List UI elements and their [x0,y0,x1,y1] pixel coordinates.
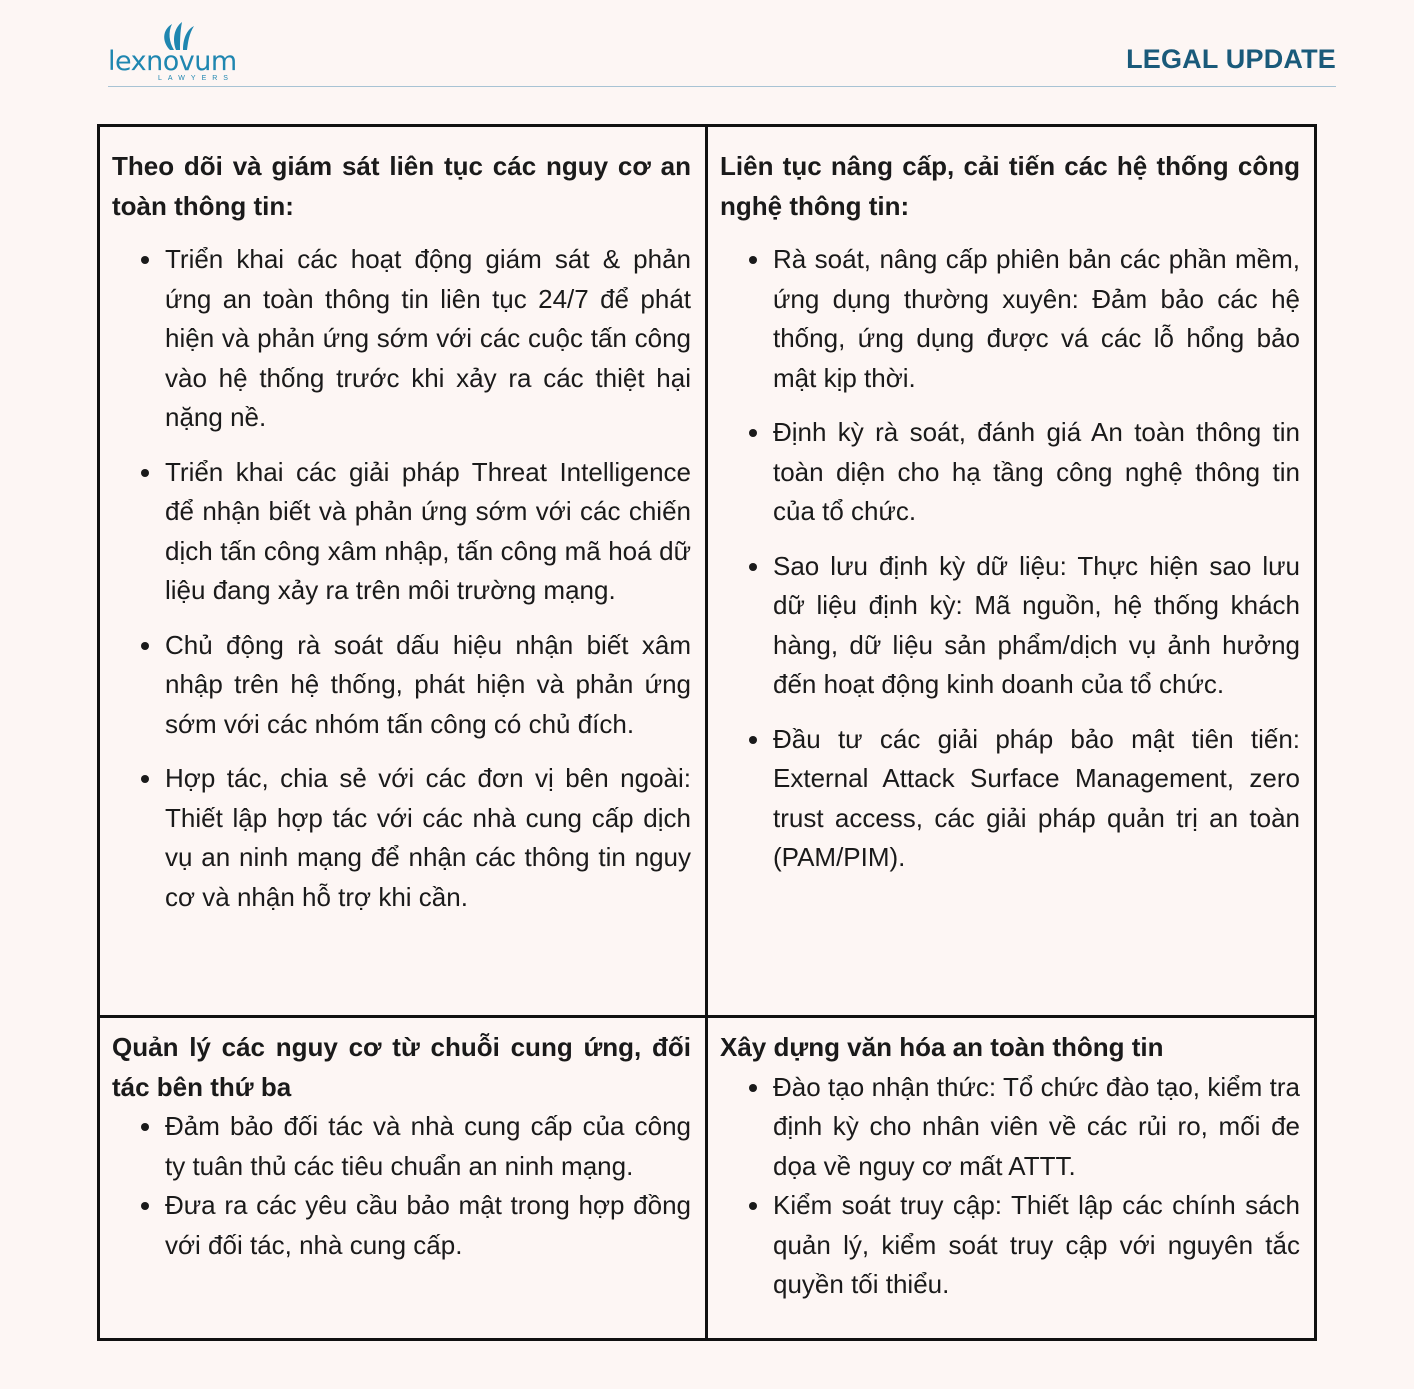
page-title: LEGAL UPDATE [1126,44,1336,74]
section-title: Theo dõi và giám sát liên tục các nguy cơ an toàn thông tin: [112,151,691,221]
logo-subtext: LAWYERS [158,75,234,82]
bullet-list [720,1068,1300,1305]
section-it-upgrade [708,127,1314,1018]
bullet-list [720,240,1300,878]
list-item: Chủ động rà soát dấu hiệu nhận biết xâm nhập trên hệ thống, phát hiện và phản ứng sớm với các nhóm tấn công có chủ đích. [165,626,691,745]
list-item: Hợp tác, chia sẻ với các đơn vị bên ngoài: Thiết lập hợp tác với các nhà cung cấp dịch vụ an ninh mạng để nhận các thông tin nguy cơ và nhận hỗ trợ khi cần. [165,759,691,917]
list-item: Triển khai các giải pháp Threat Intelligence để nhận biết và phản ứng sớm với các chiến dịch tấn công xâm nhập, tấn công mã hoá dữ liệu đang xảy ra trên môi trường mạng. [165,453,691,611]
bullet-list [112,240,691,917]
list-item: Sao lưu định kỳ dữ liệu: Thực hiện sao lưu dữ liệu định kỳ: Mã nguồn, hệ thống khách hàng, dữ liệu sản phẩm/dịch vụ ảnh hưởng đến hoạt động kinh doanh của tổ chức. [773,547,1300,705]
section-title: Xây dựng văn hóa an toàn thông tin [720,1032,1164,1062]
list-item: Định kỳ rà soát, đánh giá An toàn thông tin toàn diện cho hạ tầng công nghệ thông tin của tổ chức. [773,413,1300,532]
lexnovum-logo [108,18,258,84]
logo-wordmark: lexnovum [108,46,237,77]
list-item: Đào tạo nhận thức: Tổ chức đào tạo, kiểm tra định kỳ cho nhân viên về các rủi ro, mối đe dọa về nguy cơ mất ATTT. [773,1068,1300,1187]
section-monitoring [100,127,708,1018]
page-header [108,18,1336,87]
list-item: Đưa ra các yêu cầu bảo mật trong hợp đồng với đối tác, nhà cung cấp. [165,1186,691,1265]
section-title: Liên tục nâng cấp, cải tiến các hệ thống công nghệ thông tin: [720,151,1300,221]
list-item: Rà soát, nâng cấp phiên bản các phần mềm, ứng dụng thường xuyên: Đảm bảo các hệ thống, ứng dụng được vá các lỗ hổng bảo mật kịp thời. [773,240,1300,398]
section-security-culture [708,1018,1314,1338]
section-supply-chain [100,1018,708,1338]
list-item: Kiểm soát truy cập: Thiết lập các chính sách quản lý, kiểm soát truy cập với nguyên tắc quyền tối thiểu. [773,1186,1300,1305]
list-item: Đầu tư các giải pháp bảo mật tiên tiến: External Attack Surface Management, zero trust access, các giải pháp quản trị an toàn (PAM/PIM). [773,720,1300,878]
section-title: Quản lý các nguy cơ từ chuỗi cung ứng, đối tác bên thứ ba [112,1032,691,1102]
list-item: Triển khai các hoạt động giám sát & phản ứng an toàn thông tin liên tục 24/7 để phát hiện và phản ứng sớm với các cuộc tấn công vào hệ thống trước khi xảy ra các thiệt hại nặng nề. [165,240,691,438]
bullet-list [112,1107,691,1265]
list-item: Đảm bảo đối tác và nhà cung cấp của công ty tuân thủ các tiêu chuẩn an ninh mạng. [165,1107,691,1186]
content-table [97,124,1317,1341]
